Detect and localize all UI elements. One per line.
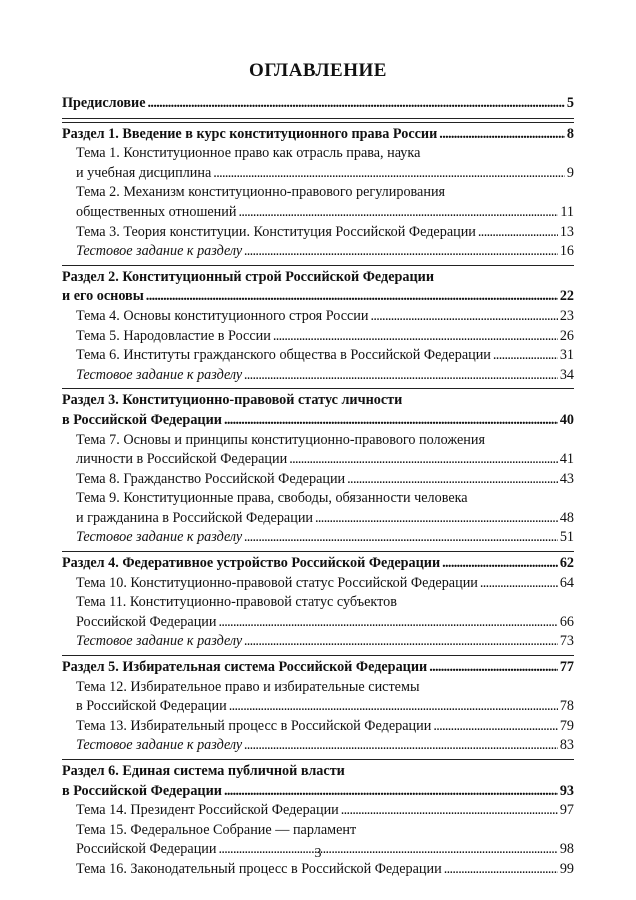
leader-dots (444, 860, 558, 880)
entry-text: и гражданина в Российской Федерации (76, 509, 314, 526)
entry-page-number: 48 (559, 509, 574, 526)
toc-topic-entry (62, 346, 574, 366)
toc-test-entry (62, 366, 574, 386)
entry-text: Тема 16. Законодательный процесс в Российской Федерации (76, 860, 442, 877)
entry-text: Тема 15. Федеральное Собрание — парламент (76, 821, 357, 838)
leader-dots (244, 736, 558, 756)
entry-text: Тестовое задание к разделу (76, 633, 243, 650)
leader-dots (493, 346, 558, 366)
entry-text: Тема 11. Конституционно-правовой статус субъектов (76, 594, 397, 611)
entry-text: общественных отношений (76, 203, 237, 220)
toc-topic-entry (62, 431, 574, 470)
entry-text: Раздел 6. Единая система публичной власти (62, 763, 345, 779)
toc-section-entry (62, 551, 574, 574)
table-of-contents (62, 94, 574, 880)
leader-dots (146, 287, 558, 307)
leader-dots (244, 242, 558, 262)
entry-text: Тема 12. Избирательное право и избирательные системы (76, 678, 420, 695)
entry-page-number: 13 (559, 223, 574, 240)
leader-dots (224, 411, 558, 431)
entry-text: Тема 14. Президент Российской Федерации (76, 802, 339, 819)
entry-text: Тема 9. Конституционные права, свободы, обязанности человека (76, 490, 468, 507)
entry-text: Тема 10. Конституционно-правовой статус Российской Федерации (76, 574, 478, 591)
entry-text: и его основы (62, 288, 144, 305)
toc-topic-entry (62, 223, 574, 243)
leader-dots (148, 94, 565, 114)
entry-text: Раздел 4. Федеративное устройство Российской Федерации (62, 555, 441, 572)
toc-test-entry (62, 736, 574, 756)
entry-page-number: 34 (559, 366, 574, 383)
toc-topic-entry (62, 307, 574, 327)
entry-text: Тестовое задание к разделу (76, 243, 243, 260)
entry-text: Тема 5. Народовластие в России (76, 327, 271, 344)
entry-text: Российской Федерации (76, 841, 217, 858)
leader-dots (244, 632, 558, 652)
toc-test-entry (62, 242, 574, 262)
entry-page-number: 99 (559, 860, 574, 877)
toc-test-entry (62, 632, 574, 652)
entry-text: Тема 3. Теория конституции. Конституция Российской Федерации (76, 223, 476, 240)
entry-text: Тема 6. Институты гражданского общества в Российской Федерации (76, 347, 491, 364)
leader-dots (315, 509, 558, 529)
entry-text: Раздел 5. Избирательная система Российской Федерации (62, 659, 428, 676)
page-number: 3 (314, 846, 322, 861)
entry-page-number: 8 (566, 125, 574, 142)
entry-page-number: 97 (559, 802, 574, 819)
toc-section-entry (62, 655, 574, 678)
entry-page-number: 79 (559, 717, 574, 734)
entry-text: Тема 8. Гражданство Российской Федерации (76, 470, 346, 487)
leader-dots (480, 574, 558, 594)
leader-dots (289, 450, 558, 470)
entry-text: Тема 7. Основы и принципы конституционно-правового положения (76, 431, 485, 448)
entry-text: Тестовое задание к разделу (76, 737, 243, 754)
entry-text: и учебная дисциплина (76, 164, 212, 181)
entry-page-number: 51 (559, 529, 574, 546)
leader-dots (273, 327, 558, 347)
toc-topic-entry (62, 144, 574, 183)
entry-page-number: 83 (559, 737, 574, 754)
entry-page-number: 9 (566, 164, 574, 181)
page-title: ОГЛАВЛЕНИЕ (249, 60, 387, 81)
leader-dots (244, 366, 558, 386)
entry-text: в Российской Федерации (76, 698, 227, 715)
toc-section-entry (62, 265, 574, 307)
leader-dots (347, 470, 558, 490)
entry-text: Тема 2. Механизм конституционно-правового регулирования (76, 184, 446, 201)
entry-text: Тема 1. Конституционное право как отрасль права, наука (76, 145, 421, 162)
leader-dots (429, 658, 558, 678)
entry-page-number: 78 (559, 698, 574, 715)
entry-page-number: 62 (559, 555, 574, 572)
entry-text: Тестовое задание к разделу (76, 366, 243, 383)
entry-text: в Российской Федерации (62, 411, 222, 428)
entry-page-number: 77 (559, 659, 574, 676)
entry-page-number: 16 (559, 243, 574, 260)
leader-dots (229, 697, 558, 717)
toc-preface-entry (62, 94, 574, 119)
entry-page-number: 31 (559, 347, 574, 364)
entry-text: личности в Российской Федерации (76, 451, 288, 468)
leader-dots (433, 717, 558, 737)
entry-text: Предисловие (62, 95, 146, 111)
toc-section-entry (62, 388, 574, 430)
leader-dots (238, 203, 558, 223)
toc-topic-entry (62, 470, 574, 490)
entry-page-number: 41 (559, 451, 574, 468)
toc-topic-entry (62, 717, 574, 737)
toc-section-entry (62, 759, 574, 801)
entry-text: Тема 13. Избирательный процесс в Российской Федерации (76, 717, 432, 734)
entry-text: Тестовое задание к разделу (76, 529, 243, 546)
toc-topic-entry (62, 574, 574, 594)
entry-page-number: 66 (559, 613, 574, 630)
toc-topic-entry (62, 593, 574, 632)
entry-page-number: 93 (559, 782, 574, 799)
entry-text: Тема 4. Основы конституционного строя России (76, 307, 369, 324)
leader-dots (478, 223, 558, 243)
entry-text: Российской Федерации (76, 613, 217, 630)
entry-text: Раздел 1. Введение в курс конституционного права России (62, 125, 438, 142)
toc-test-entry (62, 528, 574, 548)
leader-dots (244, 528, 558, 548)
entry-text: Раздел 3. Конституционно-правовой статус личности (62, 392, 403, 409)
leader-dots (442, 554, 558, 574)
leader-dots (213, 164, 565, 184)
entry-text: Раздел 2. Конституционный строй Российской Федерации (62, 268, 434, 285)
leader-dots (341, 801, 558, 821)
toc-topic-entry (62, 327, 574, 347)
entry-text: в Российской Федерации (62, 782, 222, 799)
entry-page-number: 73 (559, 633, 574, 650)
toc-topic-entry (62, 801, 574, 821)
entry-page-number: 22 (559, 288, 574, 305)
entry-page-number: 5 (566, 95, 574, 111)
leader-dots (218, 613, 557, 633)
toc-section-entry (62, 122, 574, 145)
entry-page-number: 23 (559, 307, 574, 324)
entry-page-number: 26 (559, 327, 574, 344)
toc-topic-entry (62, 489, 574, 528)
leader-dots (370, 307, 557, 327)
toc-topic-entry (62, 678, 574, 717)
entry-page-number: 43 (559, 470, 574, 487)
entry-page-number: 98 (559, 841, 574, 858)
leader-dots (439, 125, 565, 145)
leader-dots (224, 782, 558, 802)
entry-page-number: 64 (559, 574, 574, 591)
toc-topic-entry (62, 183, 574, 222)
entry-page-number: 11 (560, 203, 574, 220)
toc-topic-entry (62, 860, 574, 880)
entry-page-number: 40 (559, 411, 574, 428)
